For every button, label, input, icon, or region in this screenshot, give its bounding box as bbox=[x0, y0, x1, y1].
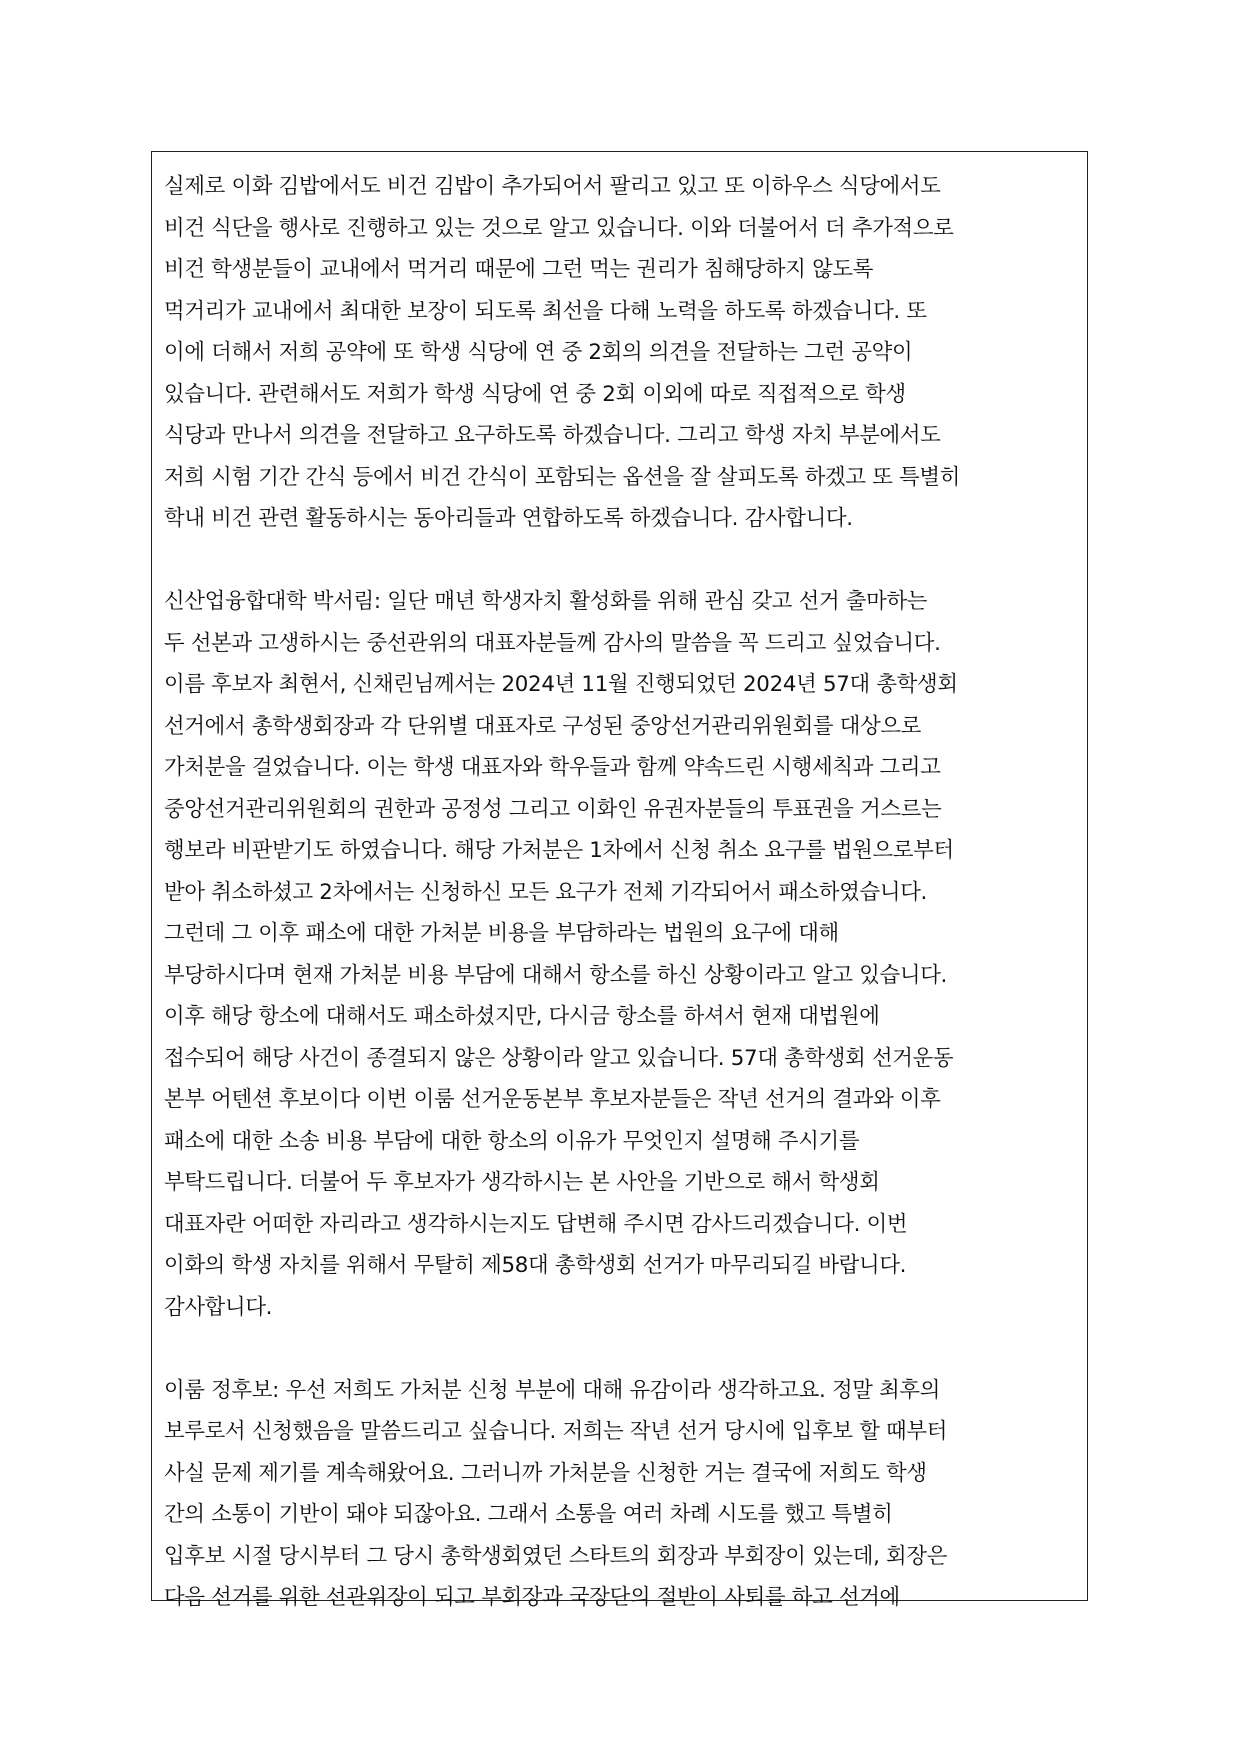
text-line: 저희 시험 기간 간식 등에서 비건 간식이 포함되는 옵션을 잘 살피도록 하겠고 또 특별히 bbox=[164, 464, 961, 490]
text-line: 신산업융합대학 박서림: 일단 매년 학생자치 활성화를 위해 관심 갖고 선거 출마하는 bbox=[164, 589, 928, 614]
text-line: 식당과 만나서 의견을 전달하고 요구하도록 하겠습니다. 그리고 학생 자치 부분에서도 bbox=[164, 423, 941, 448]
text-line: 학내 비건 관련 활동하시는 동아리들과 연합하도록 하겠습니다. 감사합니다. bbox=[164, 506, 853, 531]
text-line: 행보라 비판받기도 하였습니다. 해당 가처분은 1차에서 신청 취소 요구를 법원으로부터 bbox=[164, 838, 954, 863]
text-line: 먹거리가 교내에서 최대한 보장이 되도록 최선을 다해 노력을 하도록 하겠습니다. 또 bbox=[164, 298, 927, 324]
text-line: 입후보 시절 당시부터 그 당시 총학생회였던 스타트의 회장과 부회장이 있는데, 회장은 bbox=[164, 1543, 948, 1569]
text-line: 그런데 그 이후 패소에 대한 가처분 비용을 부담하라는 법원의 요구에 대해 bbox=[164, 921, 839, 946]
text-line: 접수되어 해당 사건이 종결되지 않은 상황이라 알고 있습니다. 57대 총학생회 선거운동 bbox=[164, 1045, 954, 1071]
text-line: 있습니다. 관련해서도 저희가 학생 식당에 연 중 2회 이외에 따로 직접적으로 학생 bbox=[164, 381, 906, 407]
paragraph-question bbox=[164, 581, 1077, 1328]
text-line: 대표자란 어떠한 자리라고 생각하시는지도 답변해 주시면 감사드리겠습니다. 이번 bbox=[164, 1211, 908, 1237]
text-line: 가처분을 걸었습니다. 이는 학생 대표자와 학우들과 함께 약속드린 시행세칙과 그리고 bbox=[164, 755, 941, 780]
text-line: 부탁드립니다. 더불어 두 후보자가 생각하시는 본 사안을 기반으로 해서 학생회 bbox=[164, 1170, 880, 1195]
text-line: 패소에 대한 소송 비용 부담에 대한 항소의 이유가 무엇인지 설명해 주시기를 bbox=[164, 1128, 860, 1154]
paragraph-vegan-answer bbox=[164, 166, 1077, 540]
text-line: 이에 더해서 저희 공약에 또 학생 식당에 연 중 2회의 의견을 전달하는 그런 공약이 bbox=[164, 340, 913, 365]
text-line: 이룸 정후보: 우선 저희도 가처분 신청 부분에 대해 유감이라 생각하고요. 정말 최후의 bbox=[164, 1377, 941, 1403]
text-line: 사실 문제 제기를 계속해왔어요. 그러니까 가처분을 신청한 거는 결국에 저희도 학생 bbox=[164, 1460, 927, 1486]
text-line: 본부 어텐션 후보이다 이번 이룸 선거운동본부 후보자분들은 작년 선거의 결과와 이후 bbox=[164, 1087, 941, 1112]
text-line: 두 선본과 고생하시는 중선관위의 대표자분들께 감사의 말씀을 꼭 드리고 싶었습니다. bbox=[164, 630, 941, 656]
document-frame bbox=[151, 151, 1088, 1610]
text-line: 부당하시다며 현재 가처분 비용 부담에 대해서 항소를 하신 상황이라고 알고 있습니다. bbox=[164, 962, 948, 988]
text-line: 간의 소통이 기반이 돼야 되잖아요. 그래서 소통을 여러 차례 시도를 했고 특별히 bbox=[164, 1502, 893, 1527]
text-line: 이후 해당 항소에 대해서도 패소하셨지만, 다시금 항소를 하셔서 현재 대법원에 bbox=[164, 1004, 880, 1029]
text-line: 다음 선거를 위한 선관위장이 되고 부회장과 국장단의 절반이 사퇴를 하고 선거에 bbox=[164, 1585, 900, 1610]
text-line: 선거에서 총학생회장과 각 단위별 대표자로 구성된 중앙선거관리위원회를 대상으로 bbox=[164, 713, 922, 739]
text-line: 비건 학생분들이 교내에서 먹거리 때문에 그런 먹는 권리가 침해당하지 않도록 bbox=[164, 257, 874, 282]
paragraph-gap bbox=[164, 1328, 1077, 1370]
text-line: 중앙선거관리위원회의 권한과 공정성 그리고 이화인 유권자분들의 투표권을 거스르는 bbox=[164, 796, 942, 822]
text-line: 감사합니다. bbox=[164, 1294, 273, 1320]
text-line: 받아 취소하셨고 2차에서는 신청하신 모든 요구가 전체 기각되어서 패소하였습니다. bbox=[164, 879, 928, 905]
paragraph-answer bbox=[164, 1370, 1077, 1619]
text-line: 이름 후보자 최현서, 신채린님께서는 2024년 11월 진행되었던 2024년 57대 총학생회 bbox=[164, 672, 958, 697]
paragraph-gap bbox=[164, 540, 1077, 582]
text-line: 비건 식단을 행사로 진행하고 있는 것으로 알고 있습니다. 이와 더불어서 더 추가적으로 bbox=[164, 215, 954, 241]
text-line: 보루로서 신청했음을 말씀드리고 싶습니다. 저희는 작년 선거 당시에 입후보 할 때부터 bbox=[164, 1419, 948, 1444]
text-line: 이화의 학생 자치를 위해서 무탈히 제58대 총학생회 선거가 마무리되길 바랍니다. bbox=[164, 1253, 907, 1278]
text-line: 실제로 이화 김밥에서도 비건 김밥이 추가되어서 팔리고 있고 또 이하우스 식당에서도 bbox=[164, 174, 941, 199]
